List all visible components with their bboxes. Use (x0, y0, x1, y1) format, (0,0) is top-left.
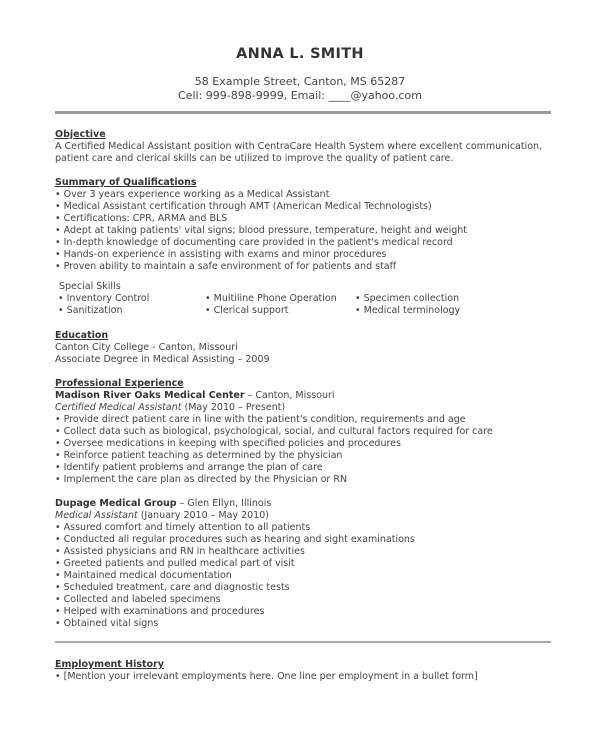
summary-bullet: • Proven ability to maintain a safe environment of for patients and staff (55, 261, 555, 273)
education-line: Canton City College - Canton, Missouri (55, 342, 238, 353)
job-bullet: • Conducted all regular procedures such as hearing and sight examinations (55, 534, 555, 546)
summary-bullet: • Hands-on experience in assisting with exams and minor procedures (55, 249, 555, 261)
header-divider (55, 111, 551, 114)
job-bullet: • Collect data such as biological, psychological, social, and cultural factors required for care (55, 426, 555, 438)
summary-bullet: • Over 3 years experience working as a Medical Assistant (55, 189, 555, 201)
employment-history-heading: Employment History (55, 659, 164, 670)
skill-item: • Sanitization (58, 305, 205, 317)
job-dates: (January 2010 – May 2010) (137, 510, 269, 521)
candidate-name: ANNA L. SMITH (236, 46, 364, 62)
job-employer: Dupage Medical Group (55, 498, 177, 509)
education-heading: Education (55, 330, 109, 341)
job-bullet: • Assisted physicians and RN in healthcare activities (55, 546, 555, 558)
objective-section (55, 129, 555, 165)
footer-divider (55, 641, 551, 643)
skills-row (58, 305, 478, 317)
summary-section (55, 177, 555, 273)
job-employer: Madison River Oaks Medical Center (55, 390, 245, 401)
special-skills-grid (58, 293, 478, 317)
employment-history-section (55, 659, 555, 683)
job-title: Certified Medical Assistant (55, 402, 182, 413)
job-location: – Canton, Missouri (244, 390, 335, 401)
objective-line: A Certified Medical Assistant position with CentraCare Health System where excellent communication, (55, 141, 543, 152)
job-dates: (May 2010 – Present) (181, 402, 286, 413)
objective-line: patient care and clerical skills can be utilized to improve the quality of patient care. (55, 153, 454, 164)
job-bullet: • Assured comfort and timely attention to all patients (55, 522, 555, 534)
job-bullet: • Obtained vital signs (55, 618, 555, 630)
summary-bullet: • In-depth knowledge of documenting care provided in the patient's medical record (55, 237, 555, 249)
special-skills-heading: Special Skills (59, 281, 121, 292)
education-line: Associate Degree in Medical Assisting – 2009 (55, 354, 270, 365)
education-section (55, 330, 555, 366)
skill-item: • Medical terminology (355, 305, 475, 317)
summary-heading: Summary of Qualifications (55, 177, 197, 188)
summary-bullet: • Certifications: CPR, ARMA and BLS (55, 213, 555, 225)
skill-item: • Multiline Phone Operation (205, 293, 355, 305)
job-bullet: • Reinforce patient teaching as determined by the physician (55, 450, 555, 462)
job-bullet: • Greeted patients and pulled medical part of visit (55, 558, 555, 570)
job-title: Medical Assistant (55, 510, 138, 521)
job-bullet: • Scheduled treatment, care and diagnostic tests (55, 582, 555, 594)
contact-block (0, 75, 600, 103)
objective-heading: Objective (55, 129, 106, 140)
employment-history-bullet: • [Mention your irrelevant employments here. One line per employment in a bullet form] (55, 671, 555, 683)
job-bullet: • Oversee medications in keeping with specified policies and procedures (55, 438, 555, 450)
skill-item: • Specimen collection (355, 293, 475, 305)
contact-line: Cell: 999-898-9999, Email: ____@yahoo.com (178, 89, 422, 102)
job-title-line (55, 510, 555, 522)
job-employer-line (55, 390, 555, 402)
job-bullet: • Collected and labeled specimens (55, 594, 555, 606)
job-title-line (55, 402, 555, 414)
job-bullet: • Provide direct patient care in line with the patient's condition, requirements and age (55, 414, 555, 426)
summary-bullet: • Medical Assistant certification through AMT (American Medical Technologists) (55, 201, 555, 213)
experience-section (55, 378, 555, 630)
skill-item: • Clerical support (205, 305, 355, 317)
experience-heading: Professional Experience (55, 378, 184, 389)
job-employer-line (55, 498, 555, 510)
address-line: 58 Example Street, Canton, MS 65287 (194, 75, 406, 88)
job-bullet: • Helped with examinations and procedures (55, 606, 555, 618)
job-location: – Glen Ellyn, Illinois (176, 498, 272, 509)
skill-item: • Inventory Control (58, 293, 205, 305)
job-bullet: • Maintained medical documentation (55, 570, 555, 582)
job-bullet: • Identify patient problems and arrange the plan of care (55, 462, 555, 474)
summary-bullet: • Adept at taking patients' vital signs; blood pressure, temperature, height and weight (55, 225, 555, 237)
job-bullet: • Implement the care plan as directed by the Physician or RN (55, 474, 555, 486)
skills-row (58, 293, 478, 305)
